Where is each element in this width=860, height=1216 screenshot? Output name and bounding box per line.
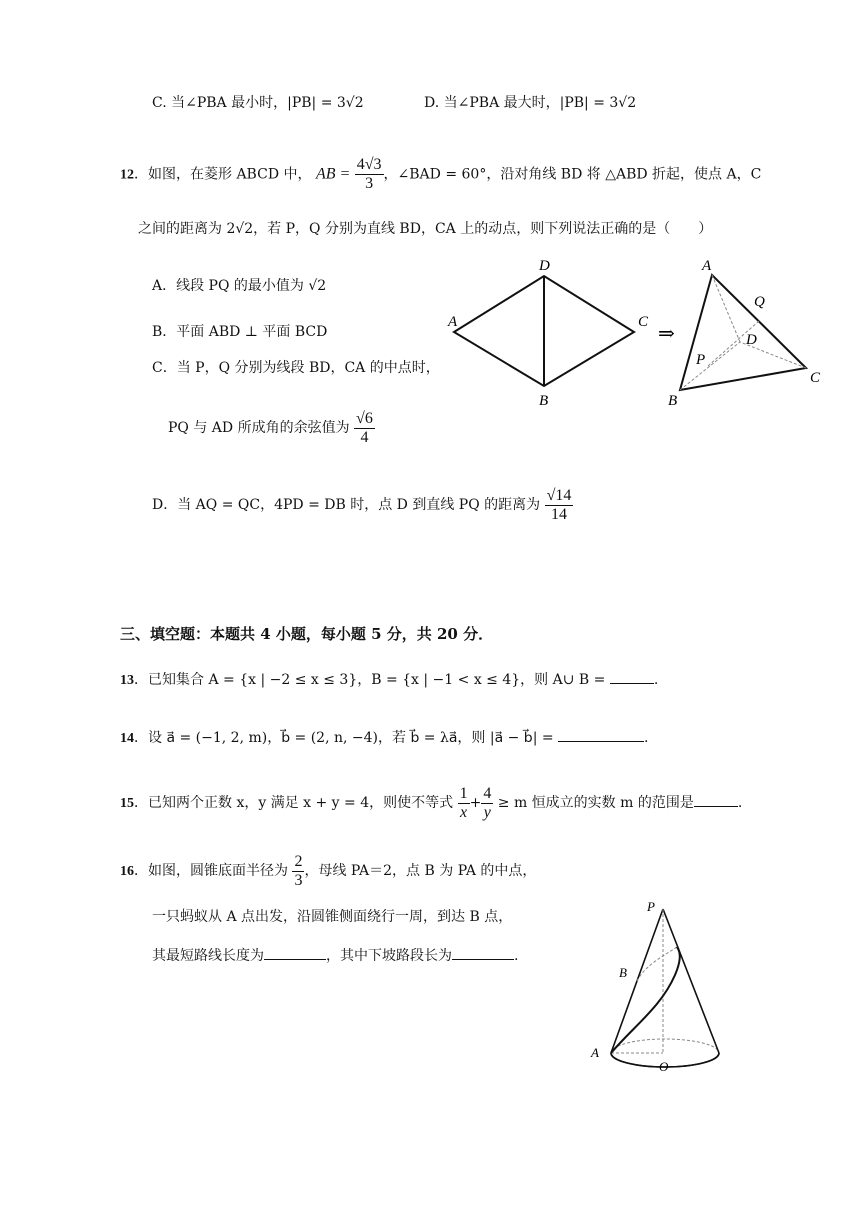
q13-answer-blank[interactable] bbox=[610, 669, 654, 684]
q16-line1: 16．如图，圆锥底面半径为 $\frac{2}{3}$ ，母线 PA＝2，点 B 为 PA 的中点， bbox=[120, 852, 537, 889]
rhombus-label-b: B bbox=[539, 393, 549, 409]
q15-number: 15 bbox=[120, 796, 134, 811]
q11-option-d: D. 当∠PBA 最大时，|PB| = 3√2 bbox=[424, 95, 637, 111]
q12-stem-line2: 之间的距离为 2√2，若 P，Q 分别为直线 BD，CA 上的动点，则下列说法正确的是（ ） bbox=[138, 221, 713, 237]
q14-answer-blank[interactable] bbox=[558, 727, 644, 742]
rhombus-diagram bbox=[447, 258, 649, 409]
q12-optc-fraction: $\frac{√6}{4}$ bbox=[356, 409, 373, 446]
q16-number: 16 bbox=[120, 864, 134, 879]
tetra-label-q: Q bbox=[754, 294, 765, 310]
q12-figure bbox=[440, 250, 840, 420]
rhombus-label-c: C bbox=[638, 314, 649, 330]
q15-fraction-1: $\frac{1}{x}$ bbox=[459, 784, 468, 821]
q12-number: 12 bbox=[120, 167, 134, 183]
q12-optd-fraction: $\frac{√14}{14}$ bbox=[546, 486, 572, 523]
fold-arrow: ⇒ bbox=[658, 323, 675, 345]
q16-line2: 一只蚂蚁从 A 点出发，沿圆锥侧面绕行一周，到达 B 点， bbox=[152, 909, 513, 925]
q13: 13．已知集合 A = {x | −2 ≤ x ≤ 3}，B = {x | −1 < x ≤ 4}，则 A∪ B = . bbox=[120, 669, 658, 691]
q11-option-c: C. 当∠PBA 最小时，|PB| = 3√2 bbox=[152, 95, 364, 111]
q12-option-d: D．当 AQ = QC，4PD = DB 时，点 D 到直线 PQ 的距离为 $\frac{√14}{14}$ bbox=[152, 486, 572, 523]
tetra-label-d: D bbox=[746, 332, 757, 348]
q12-ab-fraction: $\frac{4√3}{3}$ bbox=[356, 156, 382, 192]
q15: 15．已知两个正数 x，y 满足 x + y = 4，则使不等式 $\frac{1}{x}$ + $\frac{4}{y}$ ≥ m 恒成立的实数 m 的范围是 . bbox=[120, 784, 743, 821]
q16-cone-figure bbox=[585, 895, 735, 1085]
tetra-label-b: B bbox=[668, 393, 678, 409]
tetra-label-c: C bbox=[810, 370, 821, 386]
section-3-heading: 三、填空题：本题共 4 小题，每小题 5 分，共 20 分． bbox=[120, 625, 494, 643]
q12-stem-a: ．如图，在菱形 ABCD 中， bbox=[134, 166, 312, 183]
cone-label-b: B bbox=[619, 965, 627, 980]
q12-option-c-line1: C．当 P，Q 分别为线段 BD，CA 的中点时， bbox=[152, 360, 440, 376]
q16-answer-blank-2[interactable] bbox=[452, 945, 514, 960]
cone-label-o: O bbox=[659, 1059, 669, 1074]
tetrahedron-diagram bbox=[668, 258, 821, 409]
q13-number: 13 bbox=[120, 673, 134, 688]
q12-stem-line1 bbox=[120, 156, 761, 193]
q12-option-c-line2: PQ 与 AD 所成角的余弦值为 $\frac{√6}{4}$ bbox=[168, 409, 373, 446]
q15-fraction-2: $\frac{4}{y}$ bbox=[483, 784, 492, 821]
q16-answer-blank-1[interactable] bbox=[264, 945, 326, 960]
q14-text: ．设 a⃗ = (−1, 2, m)，b⃗ = (2, n, −4)，若 b⃗ = λa⃗，则 |a⃗ − b⃗| = bbox=[134, 730, 554, 746]
q16-radius-fraction: $\frac{2}{3}$ bbox=[294, 852, 303, 889]
q15-answer-blank[interactable] bbox=[694, 792, 738, 807]
tetra-label-p: P bbox=[696, 352, 706, 368]
tetra-label-a: A bbox=[702, 258, 712, 274]
q13-text: ．已知集合 A = {x | −2 ≤ x ≤ 3}，B = {x | −1 < x ≤ 4}，则 A∪ B = bbox=[134, 672, 606, 688]
q12-option-a: A．线段 PQ 的最小值为 √2 bbox=[152, 278, 327, 294]
q14: 14．设 a⃗ = (−1, 2, m)，b⃗ = (2, n, −4)，若 b⃗ = λa⃗，则 |a⃗ − b⃗| = . bbox=[120, 727, 649, 749]
q12-ab-label: AB = bbox=[315, 165, 351, 183]
rhombus-label-d: D bbox=[539, 258, 550, 274]
cone-label-p: P bbox=[647, 899, 655, 914]
q12-option-b: B．平面 ABD ⊥ 平面 BCD bbox=[152, 324, 328, 340]
q12-stem-b: ，∠BAD = 60°，沿对角线 BD 将 △ABD 折起，使点 A，C bbox=[383, 166, 762, 183]
q16-line3: 其最短路线长度为 ，其中下坡路段长为 . bbox=[152, 945, 518, 966]
rhombus-label-a: A bbox=[448, 314, 458, 330]
cone-label-a: A bbox=[591, 1045, 599, 1060]
q14-number: 14 bbox=[120, 731, 134, 746]
